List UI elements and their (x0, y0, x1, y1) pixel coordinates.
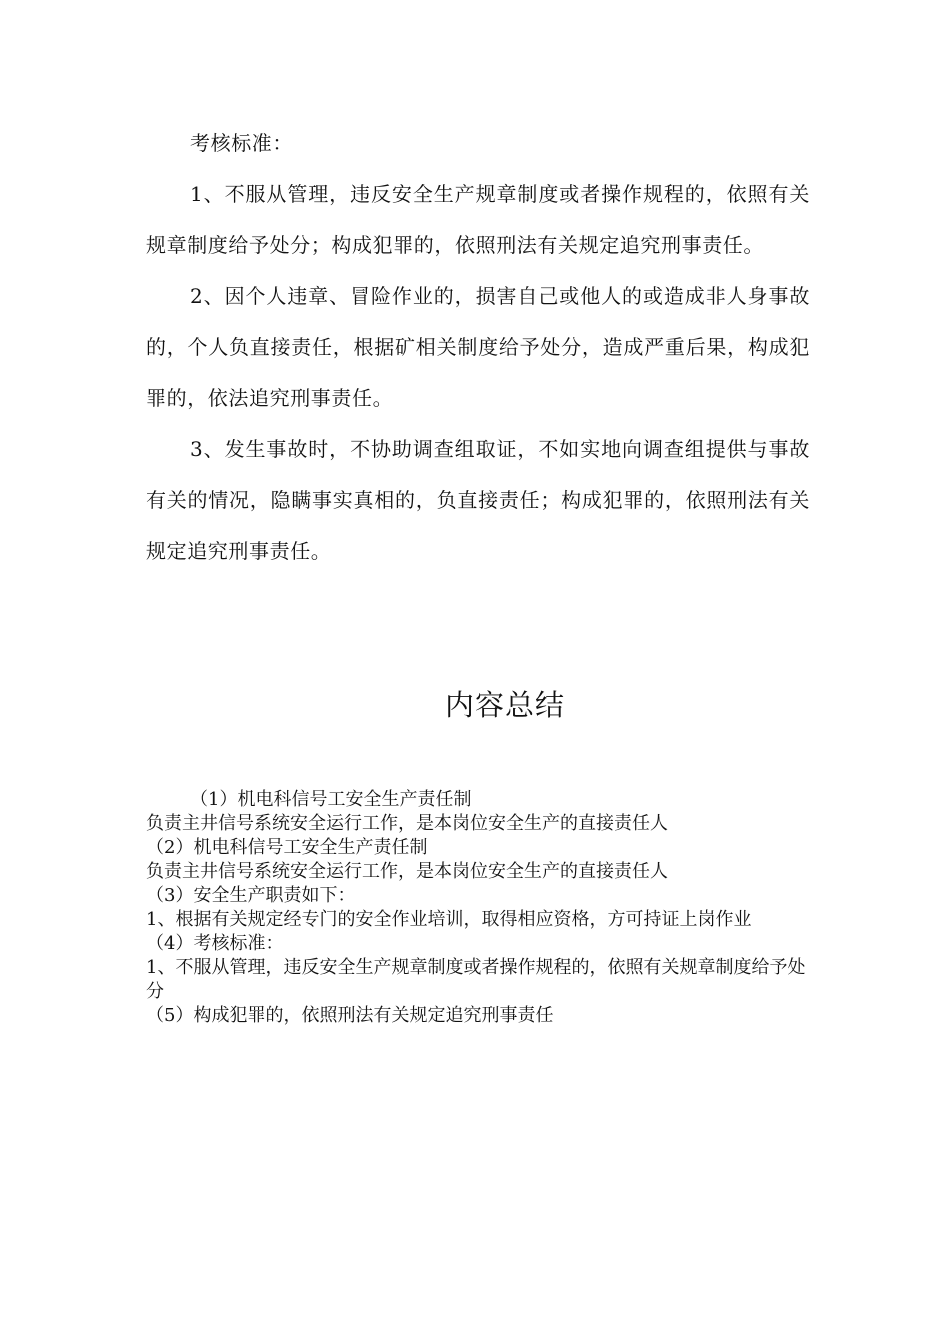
summary-line: 1、不服从管理，违反安全生产规章制度或者操作规程的，依照有关规章制度给予处分 (146, 957, 806, 1002)
summary-line: 1、根据有关规定经专门的安全作业培训，取得相应资格，方可持证上岗作业 (146, 909, 752, 930)
main-body (146, 118, 810, 577)
summary-line: （5）构成犯罪的，依照刑法有关规定追究刑事责任 (146, 1005, 554, 1026)
paragraph-item-1: 1、不服从管理，违反安全生产规章制度或者操作规程的，依照有关规章制度给予处分；构成犯罪的，依照刑法有关规定追究刑事责任。 (146, 182, 810, 257)
summary-line: 负责主井信号系统安全运行工作，是本岗位安全生产的直接责任人 (146, 813, 668, 834)
summary-line: （4）考核标准： (146, 933, 284, 954)
paragraph-item-2: 2、因个人违章、冒险作业的，损害自己或他人的或造成非人身事故的，个人负直接责任，根据矿相关制度给予处分，造成严重后果，构成犯罪的，依法追究刑事责任。 (146, 284, 810, 410)
summary-line: （2）机电科信号工安全生产责任制 (146, 837, 428, 858)
paragraph-item-3: 3、发生事故时，不协助调查组取证，不如实地向调查组提供与事故有关的情况，隐瞒事实真相的，负直接责任；构成犯罪的，依照刑法有关规定追究刑事责任。 (146, 437, 810, 563)
summary-list (146, 788, 810, 1028)
paragraph-heading: 考核标准： (190, 131, 293, 155)
summary-line: （3）安全生产职责如下： (146, 885, 356, 906)
summary-line: 负责主井信号系统安全运行工作，是本岗位安全生产的直接责任人 (146, 861, 668, 882)
summary-title: 内容总结 (444, 688, 565, 722)
summary-line: （1）机电科信号工安全生产责任制 (190, 789, 472, 810)
